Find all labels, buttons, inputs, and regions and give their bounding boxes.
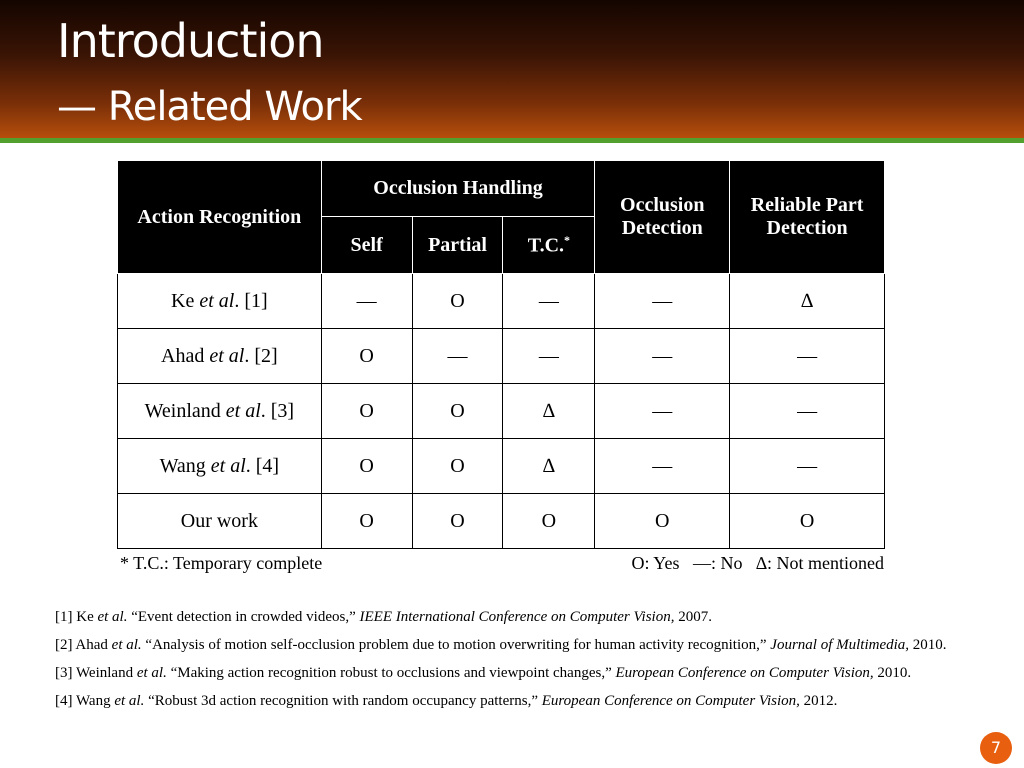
table-cell: — [595, 439, 730, 494]
reference-venue: Journal of Multimedia, [770, 637, 910, 653]
table-row [118, 494, 885, 549]
method-cell [118, 384, 322, 439]
reference-etal: et al. [97, 609, 128, 625]
table-row [118, 274, 885, 329]
table-cell: — [412, 329, 503, 384]
footnote: * T.C.: Temporary complete [120, 553, 323, 573]
table-cell: — [730, 329, 885, 384]
reference-etal: et al. [114, 693, 145, 709]
table-cell: O [412, 494, 503, 549]
reference-venue: IEEE International Conference on Computer Vision, [359, 609, 675, 625]
reference-prefix: [3] Weinland [55, 665, 137, 681]
table-cell: — [595, 329, 730, 384]
table-cell: O [730, 494, 885, 549]
references [55, 608, 955, 720]
table-cell: O [412, 439, 503, 494]
table-cell: O [503, 494, 595, 549]
table-cell: — [595, 274, 730, 329]
reference-etal: et al. [136, 665, 167, 681]
reference-year: 2010. [909, 637, 947, 653]
table-cell: O [412, 274, 503, 329]
slide-subtitle: — Related Work [57, 84, 362, 130]
reference-title: “Event detection in crowded videos,” [127, 609, 360, 625]
method-etal: et al [225, 399, 261, 422]
table-cell: O [321, 494, 412, 549]
table-cell: ∆ [503, 384, 595, 439]
header-tc-mark: * [564, 232, 571, 247]
table-cell: — [730, 439, 885, 494]
method-etal: et al [209, 344, 245, 367]
header-self: Self [321, 217, 412, 274]
reference-etal: et al. [111, 637, 142, 653]
header-partial: Partial [412, 217, 503, 274]
reference-venue: European Conference on Computer Vision, [615, 665, 874, 681]
reference-year: 2010. [873, 665, 912, 681]
comparison-table [117, 160, 885, 549]
reference-title: “Making action recognition robust to occlusions and viewpoint changes,” [166, 665, 616, 681]
method-author: Ahad [161, 344, 205, 367]
method-author: Weinland [144, 399, 221, 422]
reference-prefix: [2] Ahad [55, 637, 112, 653]
reference-item [55, 636, 955, 655]
page-number: 7 [980, 732, 1012, 764]
table-cell: O [412, 384, 503, 439]
table-cell: — [730, 384, 885, 439]
reference-title: “Analysis of motion self-occlusion problem due to motion overwriting for human activity recognition,” [141, 637, 771, 653]
reference-year: 2012. [799, 693, 838, 709]
table-cell: ∆ [730, 274, 885, 329]
reference-item [55, 664, 955, 683]
reference-item [55, 608, 955, 627]
table-cell: O [321, 439, 412, 494]
reference-venue: European Conference on Computer Vision, [541, 693, 800, 709]
reference-item [55, 692, 955, 711]
method-ref: . [1] [234, 289, 268, 312]
table-row [118, 329, 885, 384]
table-cell: — [595, 384, 730, 439]
header-reliable-part-detection: Reliable Part Detection [730, 161, 885, 274]
reference-year: 2007. [674, 609, 712, 625]
method-cell [118, 274, 322, 329]
reference-prefix: [4] Wang [55, 693, 115, 709]
table-cell: — [321, 274, 412, 329]
method-cell [118, 329, 322, 384]
reference-prefix: [1] Ke [55, 609, 98, 625]
table-row [118, 439, 885, 494]
table-cell: — [503, 274, 595, 329]
header-occlusion-detection: Occlusion Detection [595, 161, 730, 274]
method-author: Ke [171, 289, 195, 312]
header-tc [503, 217, 595, 274]
slide-title: Introduction [57, 14, 324, 68]
method-cell [118, 439, 322, 494]
method-etal: et al [210, 454, 246, 477]
header-action-recognition: Action Recognition [118, 161, 322, 274]
method-cell [118, 494, 322, 549]
method-ref: . [2] [244, 344, 278, 367]
header-occlusion-handling: Occlusion Handling [321, 161, 595, 217]
table-row [118, 384, 885, 439]
legend: O: Yes —: No ∆: Not mentioned [631, 553, 884, 573]
header-tc-label: T.C. [527, 234, 565, 257]
method-author: Our work [180, 509, 258, 532]
method-ref: . [4] [245, 454, 280, 477]
table-cell: O [595, 494, 730, 549]
table-cell: — [503, 329, 595, 384]
reference-title: “Robust 3d action recognition with random occupancy patterns,” [144, 693, 542, 709]
table-cell: O [321, 329, 412, 384]
method-ref: . [3] [260, 399, 295, 422]
table-cell: ∆ [503, 439, 595, 494]
title-divider [0, 138, 1024, 143]
method-etal: et al [199, 289, 235, 312]
table-cell: O [321, 384, 412, 439]
method-author: Wang [159, 454, 206, 477]
